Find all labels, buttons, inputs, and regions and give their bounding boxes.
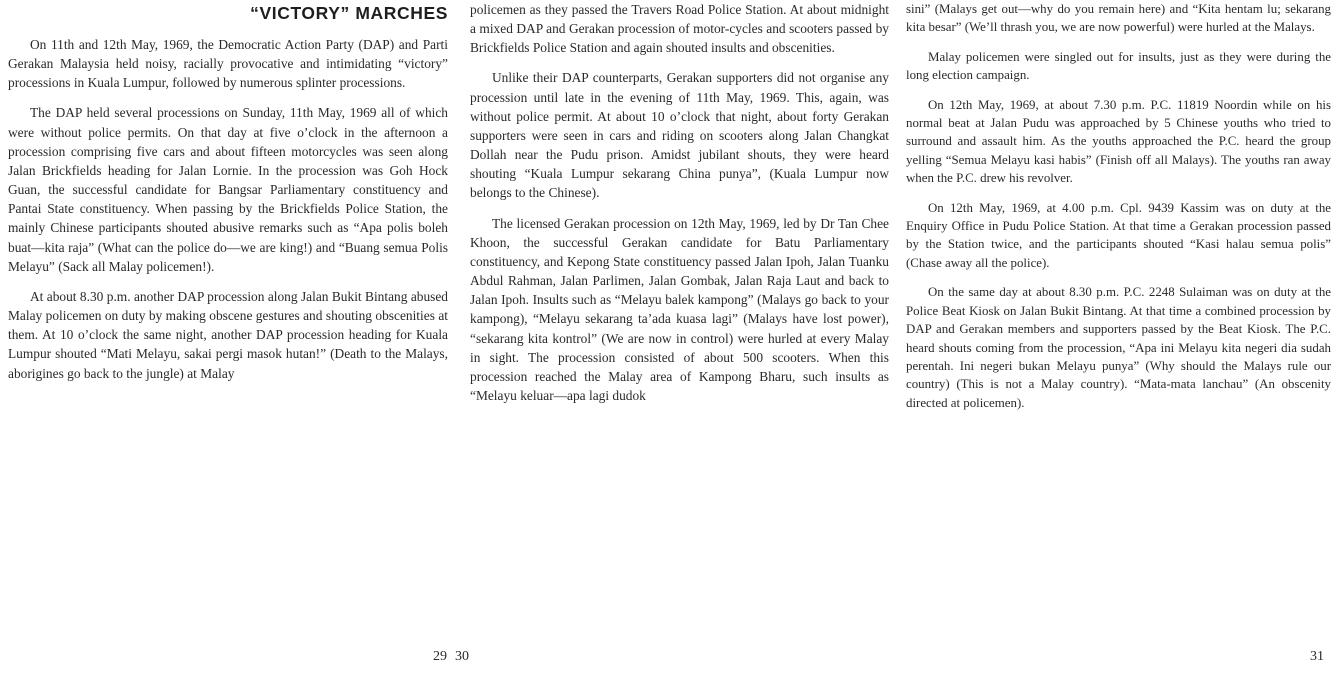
paragraph: On the same day at about 8.30 p.m. P.C. 2248 Sulaiman was on duty at the Police Beat Kiosk on Jalan Bukit Bintang. At that time a combined procession by DAP and Gerakan members and supporters passed by the Beat Kiosk. The P.C. heard shouts coming from the procession, “Apa ini Melayu kita negeri dia sudah perentah. Ini negeri bukan Melayu punya” (Why should the Malays rule our country) (This is not a Malay country). “Mata-mata lanchau” (An obscenity directed at policemen). <box>906 285 1331 410</box>
page-29-column <box>8 0 448 394</box>
page-30-column <box>470 0 889 416</box>
paragraph: The DAP held several processions on Sunday, 11th May, 1969 all of which were without police permits. On that day at five o’clock in the afternoon a procession comprising five cars and about fifteen motorcycles was seen along Jalan Brickfields heading for Jalan Lornie. In the procession was Goh Hock Guan, the successful candidate for Bangsar Parliamentary constituency and Pantai State constituency. When passing by the Brickfields Police Station, the mainly Chinese participants shouted abusive remarks such as “Apa polis boleh buat—kita raja” (What can the police do—we are king!) and “Buang semua Polis Melayu” (Sack all Malay policemen!). <box>8 105 448 274</box>
paragraph: Unlike their DAP counterparts, Gerakan supporters did not organise any procession until late in the evening of 11th May, 1969. This, again, was without police permit. At about 10 o’clock that night, about forty Gerakan supporters were seen in cars and riding on scooters along Jalan Changkat Dollah near the Pudu prison. Amidst jubilant shouts, they were heard shouting “Kuala Lumpur sekarang China punya”, (Kuala Lumpur now belongs to the Chinese). <box>470 70 889 201</box>
page-31-column <box>906 0 1331 423</box>
page-number: 31 <box>1310 649 1324 664</box>
paragraph-continued: sini” (Malays get out—why do you remain here) and “Kita hentam lu; sekarang kita besar” (We’ll thrash you, we are now powerful) were hurled at the Malays. <box>906 2 1331 35</box>
paragraph: The licensed Gerakan procession on 12th May, 1969, led by Dr Tan Chee Khoon, the successful Gerakan candidate for Batu Parliamentary constituency, and Kepong State constituency passed Jalan Ipoh, Jalan Tuanku Abdul Rahman, Jalan Parlimen, Jalan Gombak, Jalan Raja Laut and back to Jalan Ipoh. Insults such as “Melayu balek kampong” (Malays go back to your kampong), “Melayu sekarang ta’ada kuasa lagi” (Malays have lost power), “sekarang kita kontrol” (We are now in control) were hurled at every Malay in sight. The procession consisted of about 500 scooters. When this procession reached the Malay area of Kampong Bharu, such insults as “Melayu keluar—apa lagi dudok <box>470 215 889 403</box>
paragraph: Malay policemen were singled out for insults, just as they were during the long election campaign. <box>906 49 1331 83</box>
paragraph: At about 8.30 p.m. another DAP procession along Jalan Bukit Bintang abused Malay policemen on duty by making obscene gestures and shouting obscenities at them. At 10 o’clock the same night, another DAP procession heading for Kuala Lumpur shouted “Mati Melayu, sakai pergi masok hutan!” (Death to the Malays, aborigines go back to the jungle) at Malay <box>8 288 448 381</box>
paragraph: On 12th May, 1969, at about 7.30 p.m. P.C. 11819 Noordin while on his normal beat at Jalan Pudu was approached by 5 Chinese youths who tried to surround and assault him. As the youths approached the P.C. heard the group yelling “Semua Melayu kasi habis” (Finish off all Malays). The youths ran away when the P.C. drew his revolver. <box>906 97 1331 186</box>
paragraph: On 12th May, 1969, at 4.00 p.m. Cpl. 9439 Kassim was on duty at the Enquiry Office in Pudu Police Station. At that time a Gerakan procession passed by the Station twice, and the participants shouted “Kasi halau semua polis” (Chase away all the police). <box>906 200 1331 270</box>
page-number: 29 <box>433 649 447 664</box>
paragraph-continued: policemen as they passed the Travers Road Police Station. At about midnight a mixed DAP and Gerakan procession of motor-cycles and scooters passed by Brickfields Police Station and again shouted insults and obscenities. <box>470 2 889 56</box>
paragraph: On 11th and 12th May, 1969, the Democratic Action Party (DAP) and Parti Gerakan Malaysia held noisy, racially provocative and intimidating “victory” processions in Kuala Lumpur, followed by numerous splinter processions. <box>8 37 448 91</box>
page-number: 30 <box>455 649 469 664</box>
section-title: “VICTORY” MARCHES <box>250 3 448 23</box>
